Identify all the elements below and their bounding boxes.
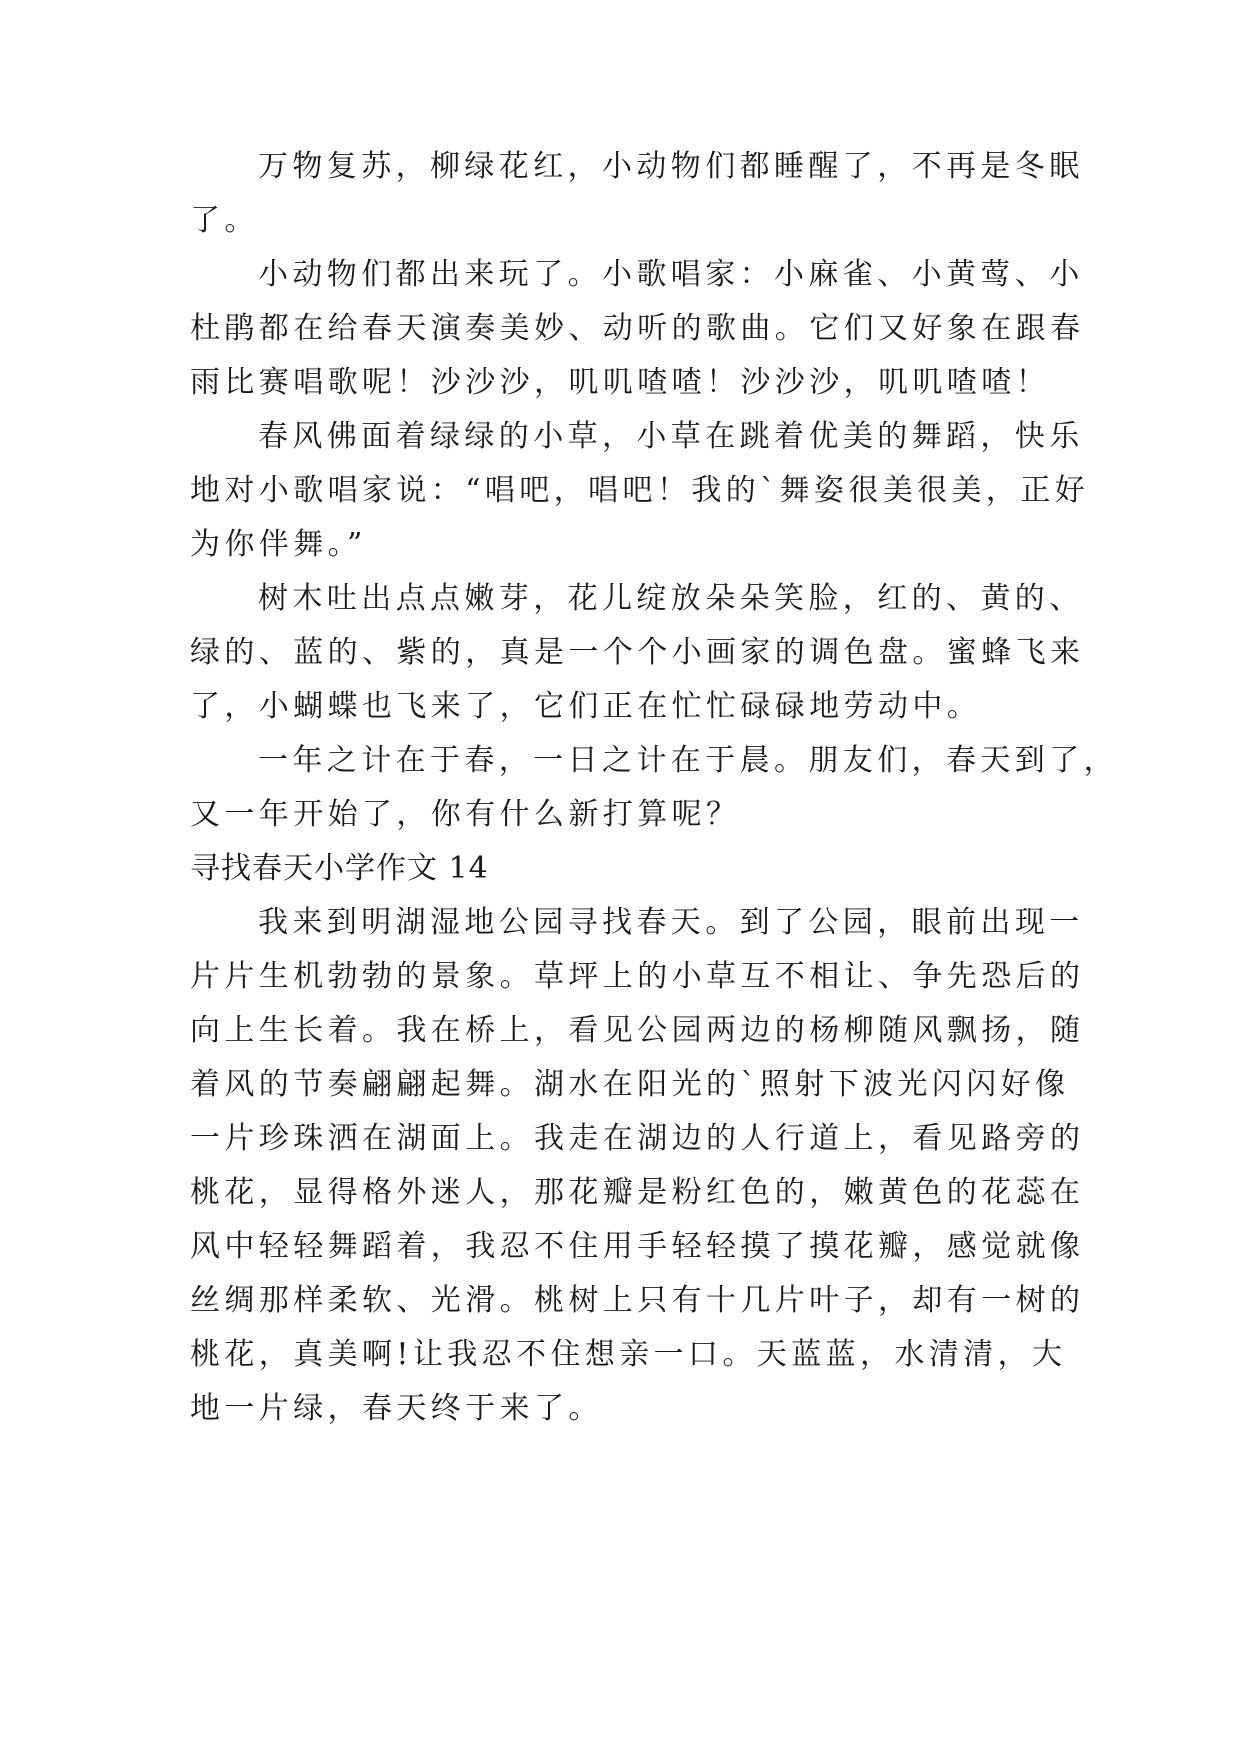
text-line: 丝绸那样柔软、光滑。桃树上只有十几片叶子，却有一树的 [190, 1283, 1085, 1318]
text-line: 了，小蝴蝶也飞来了，它们正在忙忙碌碌地劳动中。 [190, 689, 982, 724]
text-line: 了。 [190, 203, 259, 238]
text-line: 着风的节奏翩翩起舞。湖水在阳光的`照射下波光闪闪好像 [190, 1067, 1070, 1102]
text-line: 为你伴舞。” [190, 527, 367, 562]
text-line: 我来到明湖湿地公园寻找春天。到了公园，眼前出现一 [258, 905, 1084, 940]
text-line: 桃花，真美啊!让我忍不住想亲一口。天蓝蓝，水清清，大 [190, 1337, 1067, 1372]
text-line: 桃花，显得格外迷人，那花瓣是粉红色的，嫩黄色的花蕊在 [190, 1175, 1085, 1210]
text-line: 绿的、蓝的、紫的，真是一个个小画家的调色盘。蜜蜂飞来 [190, 635, 1085, 670]
text-line: 小动物们都出来玩了。小歌唱家：小麻雀、小黄莺、小 [258, 257, 1084, 292]
text-line: 万物复苏，柳绿花红，小动物们都睡醒了，不再是冬眠 [258, 149, 1084, 184]
text-line: 向上生长着。我在桥上，看见公园两边的杨柳随风飘扬，随 [190, 1013, 1085, 1048]
text-line: 一年之计在于春，一日之计在于晨。朋友们，春天到了， [258, 743, 1118, 778]
text-line: 地一片绿，春天终于来了。 [190, 1391, 603, 1426]
text-line: 地对小歌唱家说：“唱吧，唱吧！我的`舞姿很美很美，正好 [190, 473, 1090, 508]
text-line: 杜鹃都在给春天演奏美妙、动听的歌曲。它们又好象在跟春 [190, 311, 1085, 346]
text-line: 雨比赛唱歌呢！沙沙沙，叽叽喳喳！沙沙沙，叽叽喳喳！ [190, 365, 1050, 400]
text-line: 片片生机勃勃的景象。草坪上的小草互不相让、争先恐后的 [190, 959, 1085, 994]
text-line: 一片珍珠洒在湖面上。我走在湖边的人行道上，看见路旁的 [190, 1121, 1085, 1156]
text-line: 春风佛面着绿绿的小草，小草在跳着优美的舞蹈，快乐 [258, 419, 1084, 454]
text-line: 又一年开始了，你有什么新打算呢？ [190, 797, 741, 832]
text-line: 风中轻轻舞蹈着，我忍不住用手轻轻摸了摸花瓣，感觉就像 [190, 1229, 1085, 1264]
text-line: 树木吐出点点嫩芽，花儿绽放朵朵笑脸，红的、黄的、 [258, 581, 1084, 616]
section-heading: 寻找春天小学作文 14 [190, 851, 489, 886]
